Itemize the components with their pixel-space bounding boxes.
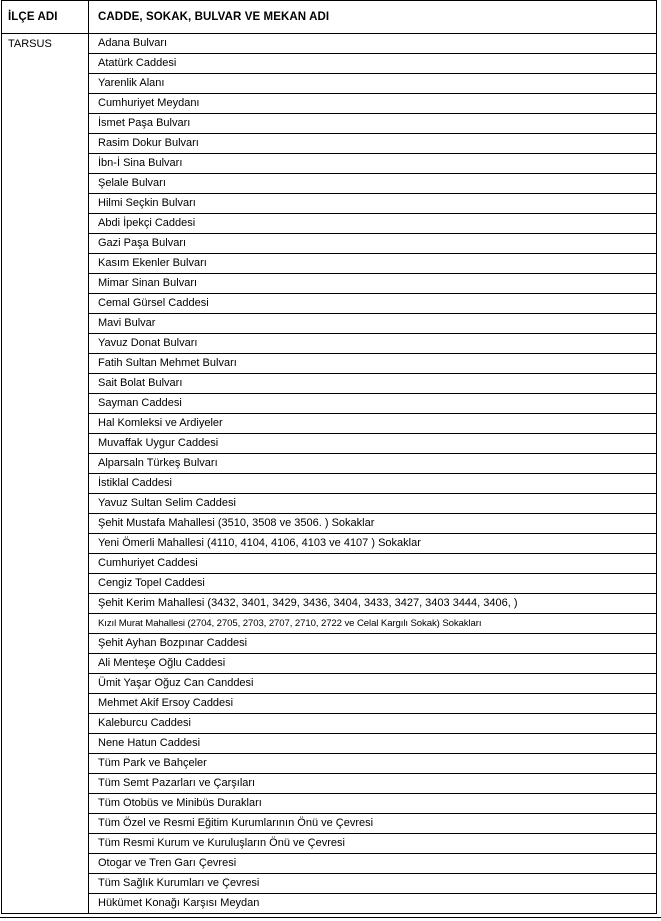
- table-row: [2, 514, 657, 534]
- table-row: [2, 94, 657, 114]
- street-name: Ümit Yaşar Oğuz Can Canddesi: [89, 674, 657, 694]
- table-row: [2, 154, 657, 174]
- table-row: [2, 394, 657, 414]
- table-row: [2, 474, 657, 494]
- district-column-header: İLÇE ADI: [2, 1, 89, 34]
- table-row: [2, 554, 657, 574]
- street-name: Şehit Ayhan Bozpınar Caddesi: [89, 634, 657, 654]
- street-name: Mehmet Akif Ersoy Caddesi: [89, 694, 657, 714]
- street-name: Kasım Ekenler Bulvarı: [89, 254, 657, 274]
- street-name: Sait Bolat Bulvarı: [89, 374, 657, 394]
- table-row: [2, 294, 657, 314]
- street-name: Tüm Sağlık Kurumları ve Çevresi: [89, 874, 657, 894]
- table-row: [2, 634, 657, 654]
- table-row: [2, 814, 657, 834]
- header-row: [2, 1, 657, 34]
- street-table: [1, 0, 657, 914]
- table-row: [2, 794, 657, 814]
- table-row: [2, 534, 657, 554]
- street-name: Cumhuriyet Meydanı: [89, 94, 657, 114]
- page-bottom-rule: [0, 917, 661, 918]
- street-name: Tüm Semt Pazarları ve Çarşıları: [89, 774, 657, 794]
- table-row: [2, 254, 657, 274]
- table-row: [2, 834, 657, 854]
- table-row: [2, 354, 657, 374]
- street-name: Mavi Bulvar: [89, 314, 657, 334]
- table-row: [2, 774, 657, 794]
- table-row: [2, 114, 657, 134]
- table-row: [2, 74, 657, 94]
- table-row: [2, 754, 657, 774]
- table-row: [2, 614, 657, 634]
- street-name: Sayman Caddesi: [89, 394, 657, 414]
- street-name: Şehit Mustafa Mahallesi (3510, 3508 ve 3506. ) Sokaklar: [89, 514, 657, 534]
- table-row: [2, 194, 657, 214]
- table-row: [2, 654, 657, 674]
- table-row: [2, 854, 657, 874]
- street-name: Tüm Resmi Kurum ve Kuruluşların Önü ve Çevresi: [89, 834, 657, 854]
- street-name: Mimar Sinan Bulvarı: [89, 274, 657, 294]
- street-name: İsmet Paşa Bulvarı: [89, 114, 657, 134]
- table-row: [2, 274, 657, 294]
- table-row: [2, 314, 657, 334]
- street-column-header: CADDE, SOKAK, BULVAR VE MEKAN ADI: [89, 1, 657, 34]
- street-name: Rasim Dokur Bulvarı: [89, 134, 657, 154]
- street-name: Tüm Park ve Bahçeler: [89, 754, 657, 774]
- table-row: [2, 334, 657, 354]
- table-row: [2, 54, 657, 74]
- street-name: Hal Komleksi ve Ardiyeler: [89, 414, 657, 434]
- table-row: [2, 894, 657, 914]
- street-name: Cemal Gürsel Caddesi: [89, 294, 657, 314]
- table-row: [2, 174, 657, 194]
- table-row: [2, 594, 657, 614]
- street-name: Hilmi Seçkin Bulvarı: [89, 194, 657, 214]
- table-row: [2, 674, 657, 694]
- table-row: [2, 454, 657, 474]
- street-name: İstiklal Caddesi: [89, 474, 657, 494]
- street-name: Hükümet Konağı Karşısı Meydan: [89, 894, 657, 914]
- street-name: Şehit Kerim Mahallesi (3432, 3401, 3429, 3436, 3404, 3433, 3427, 3403 3444, 3406, ): [89, 594, 657, 614]
- street-name: Adana Bulvarı: [89, 34, 657, 54]
- street-name: Nene Hatun Caddesi: [89, 734, 657, 754]
- table-row: [2, 494, 657, 514]
- table-row: [2, 34, 657, 54]
- street-name: Yeni Ömerli Mahallesi (4110, 4104, 4106, 4103 ve 4107 ) Sokaklar: [89, 534, 657, 554]
- street-name: Otogar ve Tren Garı Çevresi: [89, 854, 657, 874]
- street-name: Şelale Bulvarı: [89, 174, 657, 194]
- table-row: [2, 414, 657, 434]
- table-row: [2, 374, 657, 394]
- street-name: Tüm Otobüs ve Minibüs Durakları: [89, 794, 657, 814]
- street-name: Cumhuriyet Caddesi: [89, 554, 657, 574]
- district-name: TARSUS: [2, 34, 89, 914]
- street-name: Gazi Paşa Bulvarı: [89, 234, 657, 254]
- street-name: Kaleburcu Caddesi: [89, 714, 657, 734]
- street-name: Kızıl Murat Mahallesi (2704, 2705, 2703, 2707, 2710, 2722 ve Celal Kargılı Sokak) Sokakları: [89, 614, 657, 634]
- street-name: Tüm Özel ve Resmi Eğitim Kurumlarının Önü ve Çevresi: [89, 814, 657, 834]
- street-name: Yavuz Donat Bulvarı: [89, 334, 657, 354]
- street-name: Ali Menteşe Oğlu Caddesi: [89, 654, 657, 674]
- street-name: Abdi İpekçi Caddesi: [89, 214, 657, 234]
- table-row: [2, 234, 657, 254]
- table-body: [2, 34, 657, 914]
- street-name: Fatih Sultan Mehmet Bulvarı: [89, 354, 657, 374]
- street-name: İbn-İ Sina Bulvarı: [89, 154, 657, 174]
- street-name: Yavuz Sultan Selim Caddesi: [89, 494, 657, 514]
- table-row: [2, 734, 657, 754]
- table-row: [2, 694, 657, 714]
- table-row: [2, 874, 657, 894]
- street-name: Cengiz Topel Caddesi: [89, 574, 657, 594]
- table-row: [2, 134, 657, 154]
- street-name: Muvaffak Uygur Caddesi: [89, 434, 657, 454]
- table-row: [2, 214, 657, 234]
- table-row: [2, 714, 657, 734]
- table-row: [2, 434, 657, 454]
- street-name: Yarenlik Alanı: [89, 74, 657, 94]
- street-name: Alparsaln Türkeş Bulvarı: [89, 454, 657, 474]
- street-name: Atatürk Caddesi: [89, 54, 657, 74]
- table-row: [2, 574, 657, 594]
